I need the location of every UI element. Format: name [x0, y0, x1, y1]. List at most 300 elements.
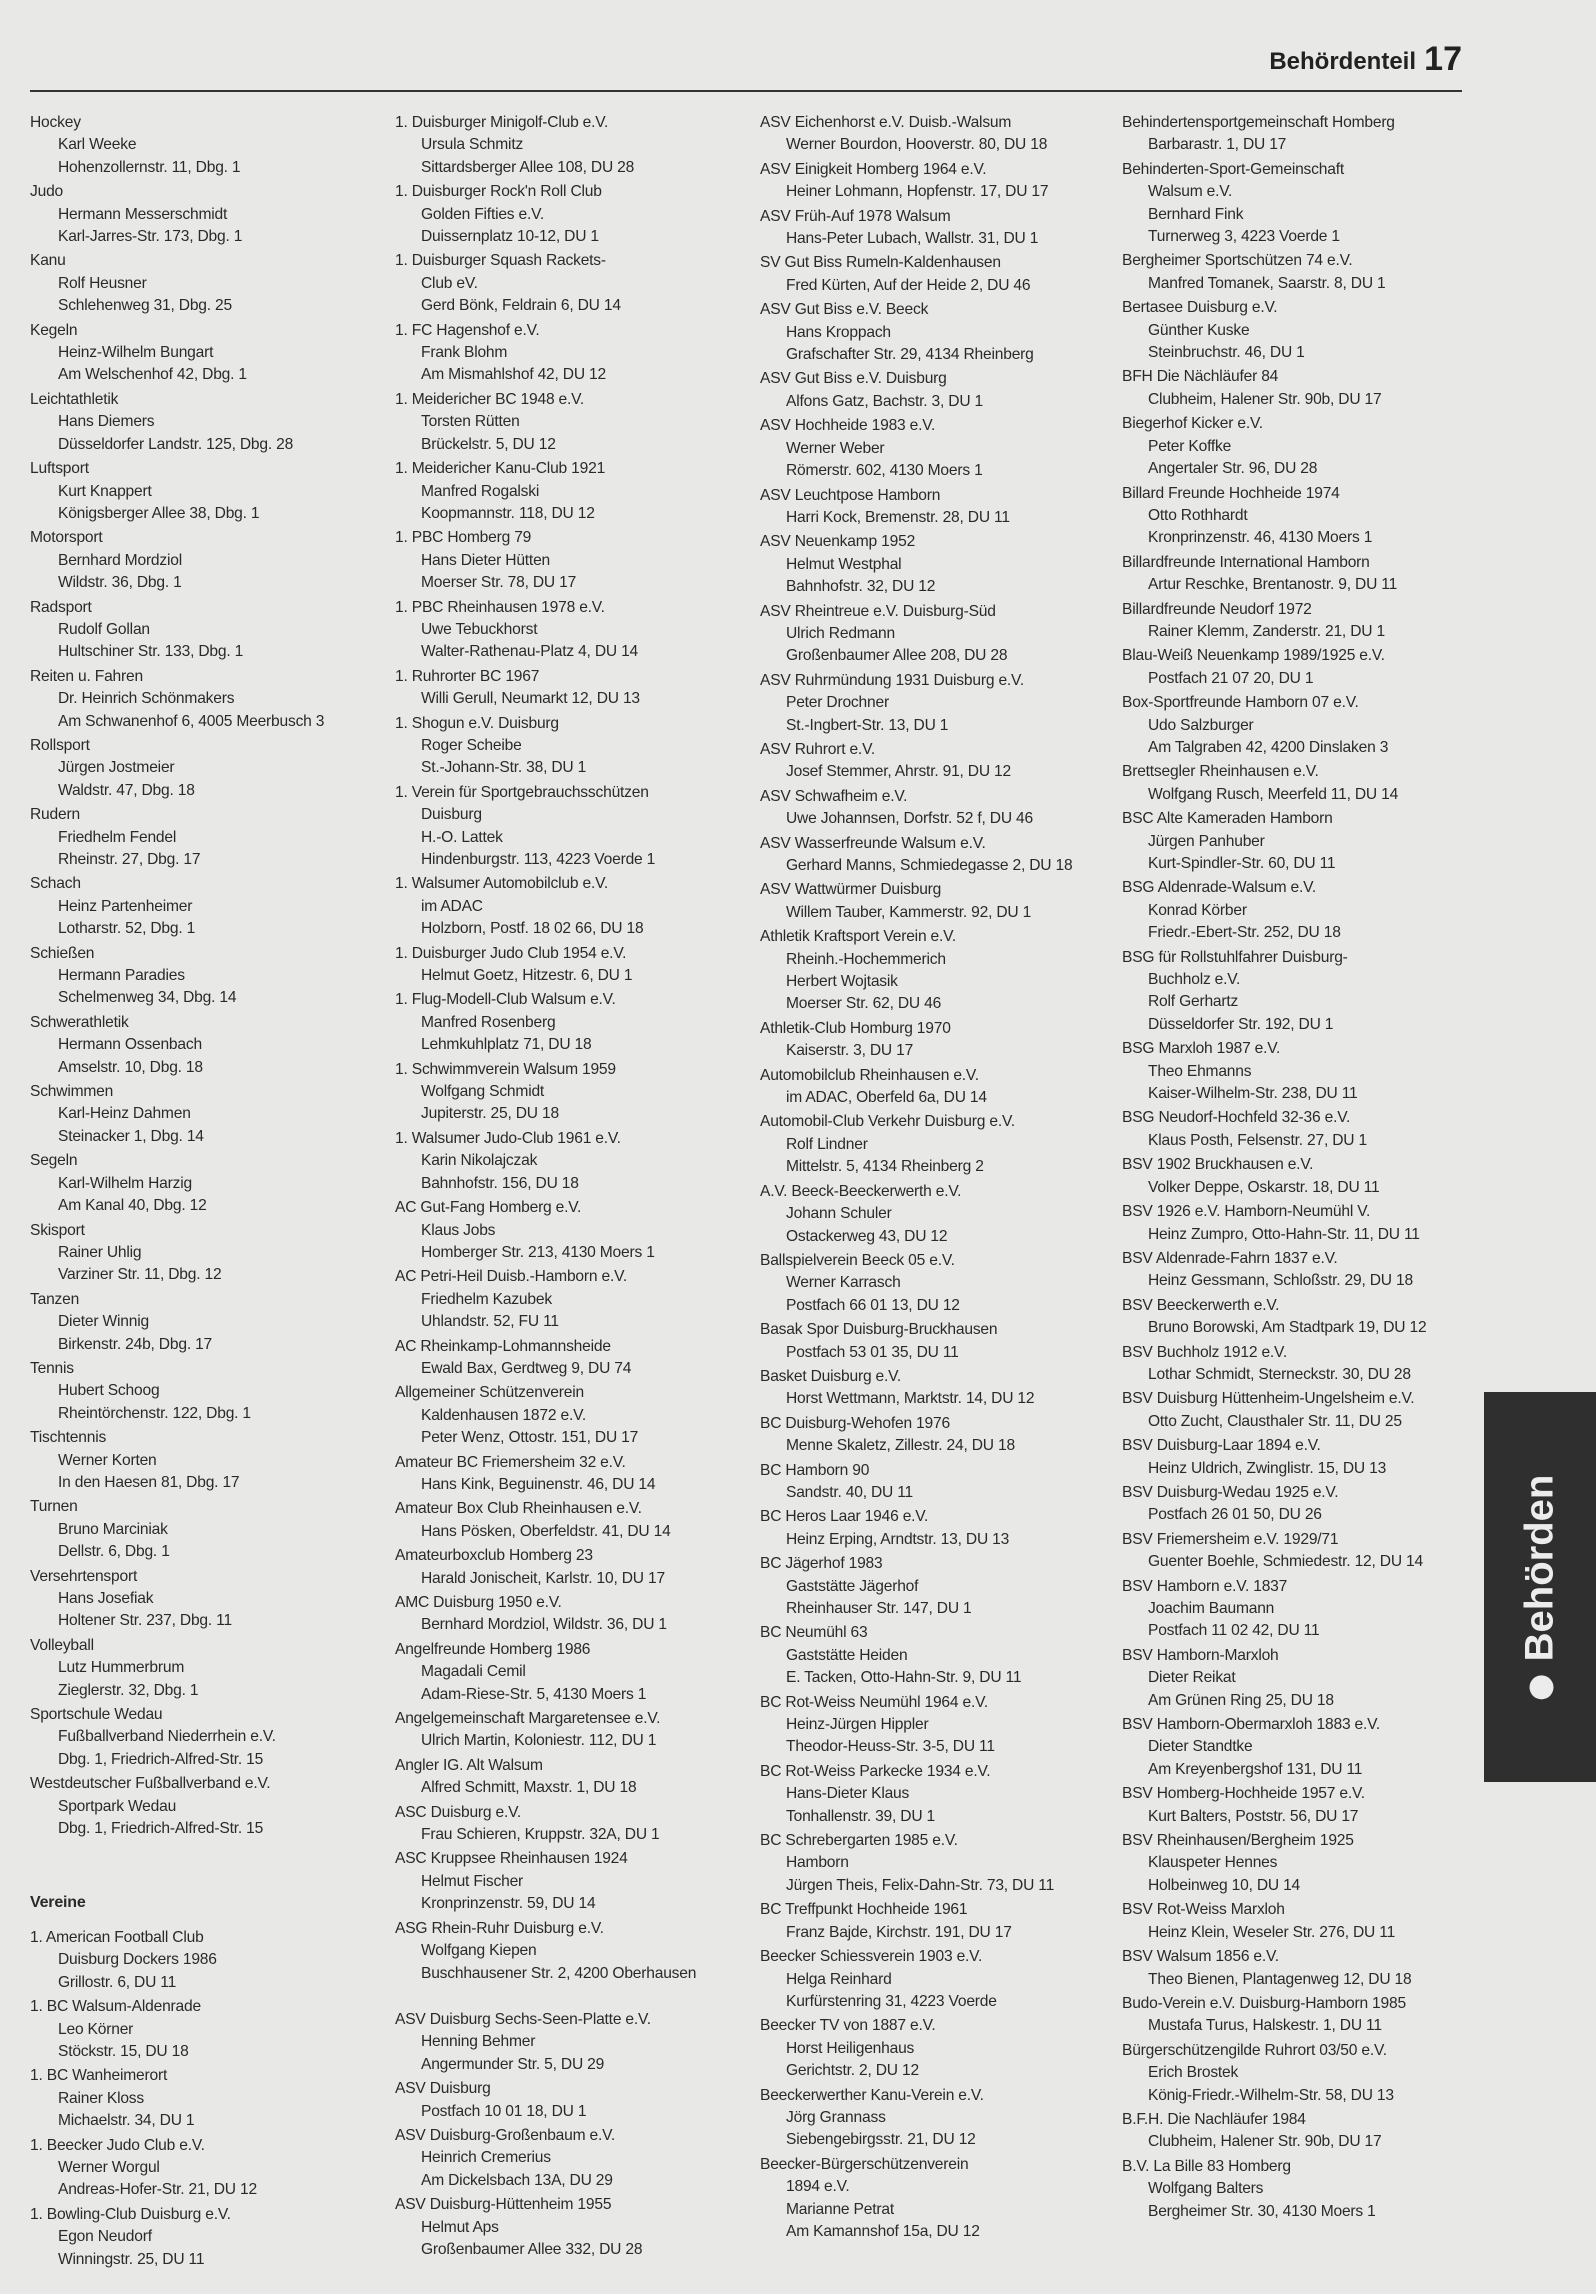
directory-entry [1122, 599, 1477, 644]
directory-entry [1122, 1899, 1477, 1944]
entry-detail: Duissernplatz 10-12, DU 1 [421, 228, 599, 246]
directory-entry [30, 1220, 380, 1287]
entry-detail: Heinrich Cremerius [421, 2149, 551, 2167]
entry-detail: Heinz-Jürgen Hippler [786, 1716, 929, 1734]
vereine-list [30, 1927, 380, 2271]
entry-detail: Ewald Bax, Gerdtweg 9, DU 74 [421, 1359, 632, 1377]
directory-entry [395, 2009, 750, 2076]
directory-entry [1122, 483, 1477, 550]
entry-detail: Frank Blohm [421, 344, 508, 362]
entry-detail: Mittelstr. 5, 4134 Rheinberg 2 [786, 1158, 984, 1176]
entry-name: Athletik-Club Homburg 1970 [760, 1019, 951, 1037]
directory-entry [1122, 1946, 1477, 1991]
directory-entry [1122, 2040, 1477, 2107]
entry-name: ASV Hochheide 1983 e.V. [760, 417, 936, 435]
entry-detail: Hubert Schoog [58, 1382, 160, 1400]
directory-entry [1122, 761, 1477, 806]
directory-entry [760, 1692, 1120, 1759]
entry-name: 1. Beecker Judo Club e.V. [30, 2136, 205, 2154]
entry-name: Automobilclub Rheinhausen e.V. [760, 1066, 979, 1084]
entry-detail: Postfach 21 07 20, DU 1 [1148, 669, 1314, 687]
section-title: Behördenteil [1269, 48, 1416, 75]
entry-detail: Hindenburgstr. 113, 4223 Voerde 1 [421, 851, 656, 868]
entry-detail: Friedr.-Ebert-Str. 252, DU 18 [1148, 924, 1341, 942]
directory-entry [1122, 2156, 1477, 2223]
entry-detail: Rolf Heusner [58, 274, 147, 292]
entry-name: BSV 1902 Bruckhausen e.V. [1122, 1156, 1314, 1174]
directory-entry [1122, 250, 1477, 295]
directory-entry [760, 1830, 1120, 1897]
entry-detail: Werner Worgul [58, 2158, 160, 2176]
directory-entry [30, 112, 380, 179]
directory-entry [1122, 1295, 1477, 1340]
directory-entry [760, 2015, 1120, 2082]
directory-entry [760, 299, 1120, 366]
directory-entry [760, 1506, 1120, 1551]
entry-detail: Tonhallenstr. 39, DU 1 [786, 1807, 936, 1825]
entry-detail: Angertaler Str. 96, DU 28 [1148, 460, 1318, 478]
entry-name: AMC Duisburg 1950 e.V. [395, 1594, 562, 1611]
directory-entry [30, 2204, 380, 2271]
entry-detail: Klaus Posth, Felsenstr. 27, DU 1 [1148, 1131, 1367, 1149]
entry-detail: Stöckstr. 15, DU 18 [58, 2042, 189, 2060]
entry-detail: Hans Pösken, Oberfeldstr. 41, DU 14 [421, 1522, 671, 1540]
entry-detail: Gaststätte Heiden [786, 1646, 908, 1664]
entry-detail: Bahnhofstr. 32, DU 12 [786, 578, 936, 596]
vereine-heading: Vereine [30, 1894, 86, 1912]
entry-detail: Rudolf Gollan [58, 620, 150, 638]
entry-detail: Walter-Rathenau-Platz 4, DU 14 [421, 643, 639, 661]
entry-detail: Am Dickelsbach 13A, DU 29 [421, 2171, 613, 2189]
entry-name: 1. Shogun e.V. Duisburg [395, 714, 559, 732]
directory-entry [760, 1460, 1120, 1505]
entry-name: ASV Neuenkamp 1952 [760, 533, 916, 551]
entry-detail: Andreas-Hofer-Str. 21, DU 12 [58, 2181, 257, 2199]
directory-entry [1122, 808, 1477, 875]
directory-entry [760, 833, 1120, 878]
entry-detail: Schlehenweg 31, Dbg. 25 [58, 297, 232, 315]
entry-detail: Sittardsberger Allee 108, DU 28 [421, 158, 635, 176]
entry-name: Bürgerschützengilde Ruhrort 03/50 e.V. [1122, 2041, 1387, 2059]
entry-name: Billardfreunde Neudorf 1972 [1122, 600, 1312, 618]
entry-name: BSV Homberg-Hochheide 1957 e.V. [1122, 1785, 1365, 1803]
entry-detail: Siebengebirgsstr. 21, DU 12 [786, 2131, 976, 2149]
entry-name: Reiten u. Fahren [30, 667, 143, 685]
entry-detail: Waldstr. 47, Dbg. 18 [58, 781, 195, 799]
entry-detail: Postfach 10 01 18, DU 1 [421, 2102, 587, 2120]
entry-name: ASV Wasserfreunde Walsum e.V. [760, 834, 986, 852]
entry-detail: Werner Korten [58, 1451, 157, 1469]
entry-detail: Egon Neudorf [58, 2228, 152, 2246]
entry-detail: Kurt Knappert [58, 482, 152, 500]
entry-detail: Horst Heiligenhaus [786, 2039, 915, 2057]
entry-detail: Jupiterstr. 25, DU 18 [421, 1105, 559, 1123]
entry-name: ASV Duisburg-Hüttenheim 1955 [395, 2196, 612, 2214]
entry-name: BC Schrebergarten 1985 e.V. [760, 1832, 958, 1850]
entry-name: Tischtennis [30, 1429, 107, 1447]
entry-detail: Helmut Aps [421, 2218, 499, 2236]
entry-detail: Alfred Schmitt, Maxstr. 1, DU 18 [421, 1779, 637, 1797]
entry-detail: Manfred Rogalski [421, 482, 540, 500]
entry-detail: Buschhausener Str. 2, 4200 Oberhausen [421, 1964, 697, 1982]
directory-entry [760, 159, 1120, 204]
entry-name: Basket Duisburg e.V. [760, 1367, 902, 1385]
entry-name: ASV Leuchtpose Hamborn [760, 486, 941, 504]
directory-entry [395, 250, 750, 317]
entry-detail: Königsberger Allee 38, Dbg. 1 [58, 504, 260, 522]
entry-name: Rollsport [30, 736, 90, 754]
entry-name: Ballspielverein Beeck 05 e.V. [760, 1251, 955, 1269]
directory-entry [30, 250, 380, 317]
directory-entry [395, 782, 750, 872]
entry-name: BSG Marxloh 1987 e.V. [1122, 1040, 1281, 1058]
entry-name: Tennis [30, 1359, 74, 1377]
entry-name: Kegeln [30, 321, 78, 339]
entry-detail: Wolfgang Rusch, Meerfeld 11, DU 14 [1148, 785, 1399, 803]
entry-detail: Am Kanal 40, Dbg. 12 [58, 1197, 207, 1215]
directory-entry [1122, 1107, 1477, 1152]
directory-entry [760, 1413, 1120, 1458]
entry-detail: Theodor-Heuss-Str. 3-5, DU 11 [786, 1738, 995, 1756]
entry-detail: Günther Kuske [1148, 321, 1250, 339]
entry-name: 1. Ruhrorter BC 1967 [395, 667, 540, 685]
entry-detail: Wildstr. 36, Dbg. 1 [58, 574, 182, 592]
entry-detail: Willem Tauber, Kammerstr. 92, DU 1 [786, 903, 1032, 921]
section-tab [1484, 1392, 1596, 1782]
entry-detail: Heinz Gessmann, Schloßstr. 29, DU 18 [1148, 1272, 1413, 1290]
directory-entry [395, 1498, 750, 1543]
entry-detail: Grafschafter Str. 29, 4134 Rheinberg [786, 346, 1034, 364]
entry-name: 1. Walsumer Automobilclub e.V. [395, 875, 608, 893]
entry-detail: Winningstr. 25, DU 11 [58, 2250, 205, 2268]
directory-entry [760, 1899, 1120, 1944]
entry-detail: im ADAC, Oberfeld 6a, DU 14 [786, 1089, 987, 1107]
entry-detail: Horst Wettmann, Marktstr. 14, DU 12 [786, 1390, 1035, 1408]
directory-entry [1122, 1993, 1477, 2038]
directory-entry [30, 1773, 380, 1840]
entry-detail: Werner Karrasch [786, 1274, 901, 1292]
entry-detail: Steinbruchstr. 46, DU 1 [1148, 344, 1305, 362]
directory-entry [30, 1150, 380, 1217]
entry-detail: Hans-Peter Lubach, Wallstr. 31, DU 1 [786, 230, 1039, 248]
entry-name: Rudern [30, 806, 80, 824]
entry-detail: Dieter Winnig [58, 1313, 149, 1331]
entry-detail: Kurt Balters, Poststr. 56, DU 17 [1148, 1807, 1359, 1825]
directory-entry [30, 804, 380, 871]
directory-entry [395, 1197, 750, 1264]
entry-detail: Friedhelm Kazubek [421, 1290, 552, 1308]
entry-detail: Clubheim, Halener Str. 90b, DU 17 [1148, 2133, 1382, 2151]
entry-name: Schwimmen [30, 1083, 114, 1101]
entry-detail: Lehmkuhlplatz 71, DU 18 [421, 1036, 592, 1054]
directory-entry [30, 1704, 380, 1771]
entry-name: BSV 1926 e.V. Hamborn-Neumühl V. [1122, 1203, 1371, 1221]
entry-detail: Jörg Grannass [786, 2108, 886, 2126]
entry-detail: Hans-Dieter Klaus [786, 1785, 910, 1803]
entry-detail: Turnerweg 3, 4223 Voerde 1 [1148, 228, 1340, 246]
entry-detail: Wolfgang Kiepen [421, 1942, 537, 1960]
entry-detail: Gerd Bönk, Feldrain 6, DU 14 [421, 297, 621, 315]
entry-name: BSV Hamborn e.V. 1837 [1122, 1577, 1288, 1595]
directory-entry [30, 943, 380, 1010]
entry-name: ASV Rheintreue e.V. Duisburg-Süd [760, 602, 996, 620]
entry-detail: 1894 e.V. [786, 2178, 850, 2196]
entry-detail: Dbg. 1, Friedrich-Alfred-Str. 15 [58, 1820, 264, 1838]
entry-detail: Werner Weber [786, 439, 885, 457]
directory-entry [30, 527, 380, 594]
entry-detail: Erich Brostek [1148, 2064, 1239, 2082]
directory-entry [395, 1592, 750, 1637]
entry-detail: Herbert Wojtasik [786, 973, 898, 991]
column-4 [1122, 112, 1477, 2225]
entry-name: BSV Duisburg Hüttenheim-Ungelsheim e.V. [1122, 1390, 1415, 1408]
entry-name: ASV Duisburg-Großenbaum e.V. [395, 2126, 616, 2144]
entry-detail: Bergheimer Str. 30, 4130 Moers 1 [1148, 2202, 1376, 2220]
entry-detail: Clubheim, Halener Str. 90b, DU 17 [1148, 390, 1382, 408]
entry-name: Sportschule Wedau [30, 1706, 163, 1724]
entry-detail: Bernhard Mordziol [58, 551, 183, 569]
directory-entry [760, 739, 1120, 784]
entry-detail: Gerhard Manns, Schmiedegasse 2, DU 18 [786, 857, 1073, 874]
entry-detail: Friedhelm Fendel [58, 828, 177, 846]
entry-name: 1. Duisburger Squash Rackets- [395, 252, 606, 270]
directory-entry [1122, 1830, 1477, 1897]
entry-detail: Ostackerweg 43, DU 12 [786, 1227, 948, 1245]
directory-entry [760, 1946, 1120, 2013]
entry-name: ASV Eichenhorst e.V. Duisb.-Walsum [760, 114, 1012, 131]
entry-detail: Hohenzollernstr. 11, Dbg. 1 [58, 158, 241, 176]
entry-detail: Am Kamannshof 15a, DU 12 [786, 2222, 980, 2240]
entry-detail: König-Friedr.-Wilhelm-Str. 58, DU 13 [1148, 2086, 1394, 2104]
entry-detail: Jürgen Panhuber [1148, 832, 1265, 850]
directory-entry [760, 1319, 1120, 1364]
entry-name: BC Rot-Weiss Neumühl 1964 e.V. [760, 1693, 989, 1711]
entry-name: ASG Rhein-Ruhr Duisburg e.V. [395, 1919, 604, 1937]
entry-name: 1. Meidericher BC 1948 e.V. [395, 390, 585, 408]
directory-entry [1122, 1435, 1477, 1480]
entry-detail: Lothar Schmidt, Sterneckstr. 30, DU 28 [1148, 1365, 1411, 1383]
entry-name: Schach [30, 875, 81, 893]
spacer [395, 1987, 750, 2009]
entry-name: Budo-Verein e.V. Duisburg-Hamborn 1985 [1122, 1994, 1406, 2012]
entry-detail: Dellstr. 6, Dbg. 1 [58, 1543, 170, 1561]
entry-detail: Großenbaumer Allee 208, DU 28 [786, 647, 1008, 665]
entry-name: BSV Duisburg-Laar 1894 e.V. [1122, 1437, 1321, 1455]
entry-detail: Rolf Lindner [786, 1135, 868, 1153]
entry-name: Volleyball [30, 1636, 94, 1654]
entry-detail: Postfach 66 01 13, DU 12 [786, 1296, 960, 1314]
entry-detail: Jürgen Jostmeier [58, 759, 175, 777]
entry-name: Bertasee Duisburg e.V. [1122, 299, 1278, 317]
directory-entry [30, 597, 380, 664]
sports-contacts-list [30, 112, 380, 1840]
entry-detail: Konrad Körber [1148, 901, 1247, 919]
directory-entry [30, 1358, 380, 1425]
entry-detail: Helmut Fischer [421, 1872, 524, 1890]
directory-entry [1122, 1645, 1477, 1712]
entry-detail: Uwe Johannsen, Dorfstr. 52 f, DU 46 [786, 810, 1033, 828]
entry-name: AC Gut-Fang Homberg e.V. [395, 1199, 582, 1217]
directory-entry [760, 1181, 1120, 1248]
entry-name: Behindertensportgemeinschaft Homberg [1122, 114, 1395, 131]
entry-name: Turnen [30, 1498, 78, 1516]
entry-name: Automobil-Club Verkehr Duisburg e.V. [760, 1113, 1015, 1131]
entry-detail: Helmut Westphal [786, 555, 902, 573]
entry-name: Brettsegler Rheinhausen e.V. [1122, 763, 1319, 781]
directory-entry [30, 181, 380, 248]
entry-detail: Holbeinweg 10, DU 14 [1148, 1876, 1301, 1894]
entry-detail: Bruno Marciniak [58, 1520, 168, 1538]
entry-name: Skisport [30, 1221, 85, 1239]
entry-detail: Otto Zucht, Clausthaler Str. 11, DU 25 [1148, 1412, 1402, 1430]
entry-detail: Am Kreyenbergshof 131, DU 11 [1148, 1760, 1363, 1778]
entry-detail: Karl-Heinz Dahmen [58, 1105, 191, 1123]
entry-name: BSG Aldenrade-Walsum e.V. [1122, 879, 1317, 897]
directory-entry [1122, 413, 1477, 480]
section-tab-label [1518, 1475, 1563, 1700]
entry-detail: Moerser Str. 78, DU 17 [421, 574, 577, 592]
column-3 [760, 112, 1120, 2245]
entry-detail: Am Grünen Ring 25, DU 18 [1148, 1691, 1334, 1709]
entry-name: BC Jägerhof 1983 [760, 1555, 883, 1573]
entry-detail: Hans Dieter Hütten [421, 551, 551, 569]
section-tab-text: Behörden [1517, 1474, 1562, 1662]
entry-name: ASV Gut Biss e.V. Duisburg [760, 370, 947, 388]
entry-detail: Helga Reinhard [786, 1970, 892, 1988]
entry-name: 1. Duisburger Minigolf-Club e.V. [395, 114, 609, 131]
entry-name: 1. Flug-Modell-Club Walsum e.V. [395, 991, 616, 1009]
entry-detail: Buchholz e.V. [1148, 971, 1241, 989]
directory-entry [30, 1566, 380, 1633]
entry-detail: St.-Ingbert-Str. 13, DU 1 [786, 716, 949, 734]
entry-detail: Gerichtstr. 2, DU 12 [786, 2062, 919, 2080]
directory-entry [760, 670, 1120, 737]
directory-entry [760, 531, 1120, 598]
entry-name: BSV Rot-Weiss Marxloh [1122, 1901, 1285, 1919]
entry-detail: Duisburg [421, 806, 482, 824]
entry-detail: E. Tacken, Otto-Hahn-Str. 9, DU 11 [786, 1669, 1022, 1687]
directory-entry [395, 1918, 750, 1985]
entry-name: ASV Duisburg Sechs-Seen-Platte e.V. [395, 2010, 651, 2028]
directory-entry [30, 1635, 380, 1702]
entry-name: Beecker-Bürgerschützenverein [760, 2155, 969, 2173]
entry-name: BSV Hamborn-Obermarxloh 1883 e.V. [1122, 1716, 1381, 1734]
directory-entry [1122, 947, 1477, 1037]
entry-name: ASV Schwafheim e.V. [760, 787, 908, 805]
entry-name: Leichtathletik [30, 390, 119, 408]
directory-entry [395, 1639, 750, 1706]
entry-detail: Heinz-Wilhelm Bungart [58, 344, 214, 362]
entry-name: Box-Sportfreunde Hamborn 07 e.V. [1122, 694, 1359, 712]
directory-entry [1122, 877, 1477, 944]
entry-detail: Uhlandstr. 52, FU 11 [421, 1313, 559, 1331]
directory-entry [760, 368, 1120, 413]
directory-entry [760, 1065, 1120, 1110]
entry-name: BSV Hamborn-Marxloh [1122, 1646, 1279, 1664]
directory-entry [395, 389, 750, 456]
entry-detail: Golden Fifties e.V. [421, 205, 545, 223]
entry-detail: Rainer Kloss [58, 2089, 145, 2107]
entry-detail: Heiner Lohmann, Hopfenstr. 17, DU 17 [786, 183, 1049, 201]
directory-entry [30, 1012, 380, 1079]
entry-name: Beeckerwerther Kanu-Verein e.V. [760, 2086, 984, 2104]
entry-name: 1. PBC Homberg 79 [395, 529, 532, 547]
entry-detail: Theo Ehmanns [1148, 1062, 1252, 1080]
entry-name: BSV Duisburg-Wedau 1925 e.V. [1122, 1483, 1339, 1501]
entry-detail: Homberger Str. 213, 4130 Moers 1 [421, 1243, 655, 1261]
entry-name: 1. Duisburger Rock'n Roll Club [395, 183, 602, 201]
entry-detail: Karl Weeke [58, 136, 137, 154]
entry-detail: Otto Rothhardt [1148, 506, 1248, 524]
entry-detail: Bernhard Mordziol, Wildstr. 36, DU 1 [421, 1616, 667, 1634]
entry-detail: Brückelstr. 5, DU 12 [421, 435, 556, 453]
entry-detail: Heinz Klein, Weseler Str. 276, DU 11 [1148, 1923, 1396, 1941]
entry-name: B.F.H. Die Nachläufer 1984 [1122, 2110, 1306, 2128]
entry-detail: Bahnhofstr. 156, DU 18 [421, 1174, 579, 1192]
directory-entry [30, 389, 380, 456]
directory-entry [760, 252, 1120, 297]
entry-name: BSG Neudorf-Hochfeld 32-36 e.V. [1122, 1109, 1351, 1127]
entry-name: Billardfreunde International Hamborn [1122, 553, 1370, 571]
entry-detail: Klauspeter Hennes [1148, 1854, 1278, 1872]
entry-name: Athletik Kraftsport Verein e.V. [760, 928, 957, 946]
entry-detail: Rainer Uhlig [58, 1243, 142, 1261]
directory-entry [1122, 1342, 1477, 1387]
directory-entry [760, 1018, 1120, 1063]
directory-entry [760, 1761, 1120, 1828]
directory-entry [1122, 552, 1477, 597]
entry-detail: Alfons Gatz, Bachstr. 3, DU 1 [786, 392, 984, 410]
bullet-icon [1530, 1675, 1554, 1699]
directory-entry [1122, 2109, 1477, 2154]
entry-detail: Guenter Boehle, Schmiedestr. 12, DU 14 [1148, 1553, 1423, 1571]
entry-detail: Torsten Rütten [421, 413, 520, 431]
entry-name: ASV Ruhrmündung 1931 Duisburg e.V. [760, 671, 1024, 689]
entry-name: 1. Meidericher Kanu-Club 1921 [395, 460, 606, 478]
entry-name: Segeln [30, 1152, 78, 1170]
directory-entry [1122, 1154, 1477, 1199]
entry-name: BSV Rheinhausen/Bergheim 1925 [1122, 1832, 1354, 1850]
entry-detail: Steinacker 1, Dbg. 14 [58, 1127, 204, 1145]
entry-name: 1. American Football Club [30, 1928, 204, 1946]
entry-name: 1. BC Walsum-Aldenrade [30, 1998, 201, 2016]
entry-detail: Magadali Cemil [421, 1663, 526, 1681]
directory-entry [1122, 297, 1477, 364]
entry-name: BC Hamborn 90 [760, 1461, 870, 1479]
entry-name: ASV Duisburg [395, 2080, 491, 2098]
directory-entry [760, 1111, 1120, 1178]
entry-detail: Rolf Gerhartz [1148, 993, 1239, 1011]
entry-name: Amateur BC Friemersheim 32 e.V. [395, 1453, 626, 1471]
entry-name: BSV Buchholz 1912 e.V. [1122, 1343, 1287, 1361]
entry-name: Amateurboxclub Homberg 23 [395, 1547, 593, 1565]
entry-detail: Hans Kroppach [786, 323, 891, 341]
entry-detail: Udo Salzburger [1148, 716, 1254, 734]
entry-detail: Bernhard Fink [1148, 205, 1244, 223]
directory-entry [760, 601, 1120, 668]
directory-entry [395, 1452, 750, 1497]
directory-entry [760, 1553, 1120, 1620]
entry-detail: Lotharstr. 52, Dbg. 1 [58, 920, 196, 938]
entry-name: 1. Walsumer Judo-Club 1961 e.V. [395, 1129, 621, 1147]
entry-name: 1. PBC Rheinhausen 1978 e.V. [395, 598, 605, 616]
directory-entry [30, 1427, 380, 1494]
entry-detail: Jürgen Theis, Felix-Dahn-Str. 73, DU 11 [786, 1876, 1055, 1894]
entry-detail: Rheinstr. 27, Dbg. 17 [58, 851, 201, 868]
entry-detail: Joachim Baumann [1148, 1600, 1275, 1617]
entry-detail: Dieter Standtke [1148, 1738, 1253, 1756]
entry-detail: Heinz Uldrich, Zwinglistr. 15, DU 13 [1148, 1459, 1387, 1477]
